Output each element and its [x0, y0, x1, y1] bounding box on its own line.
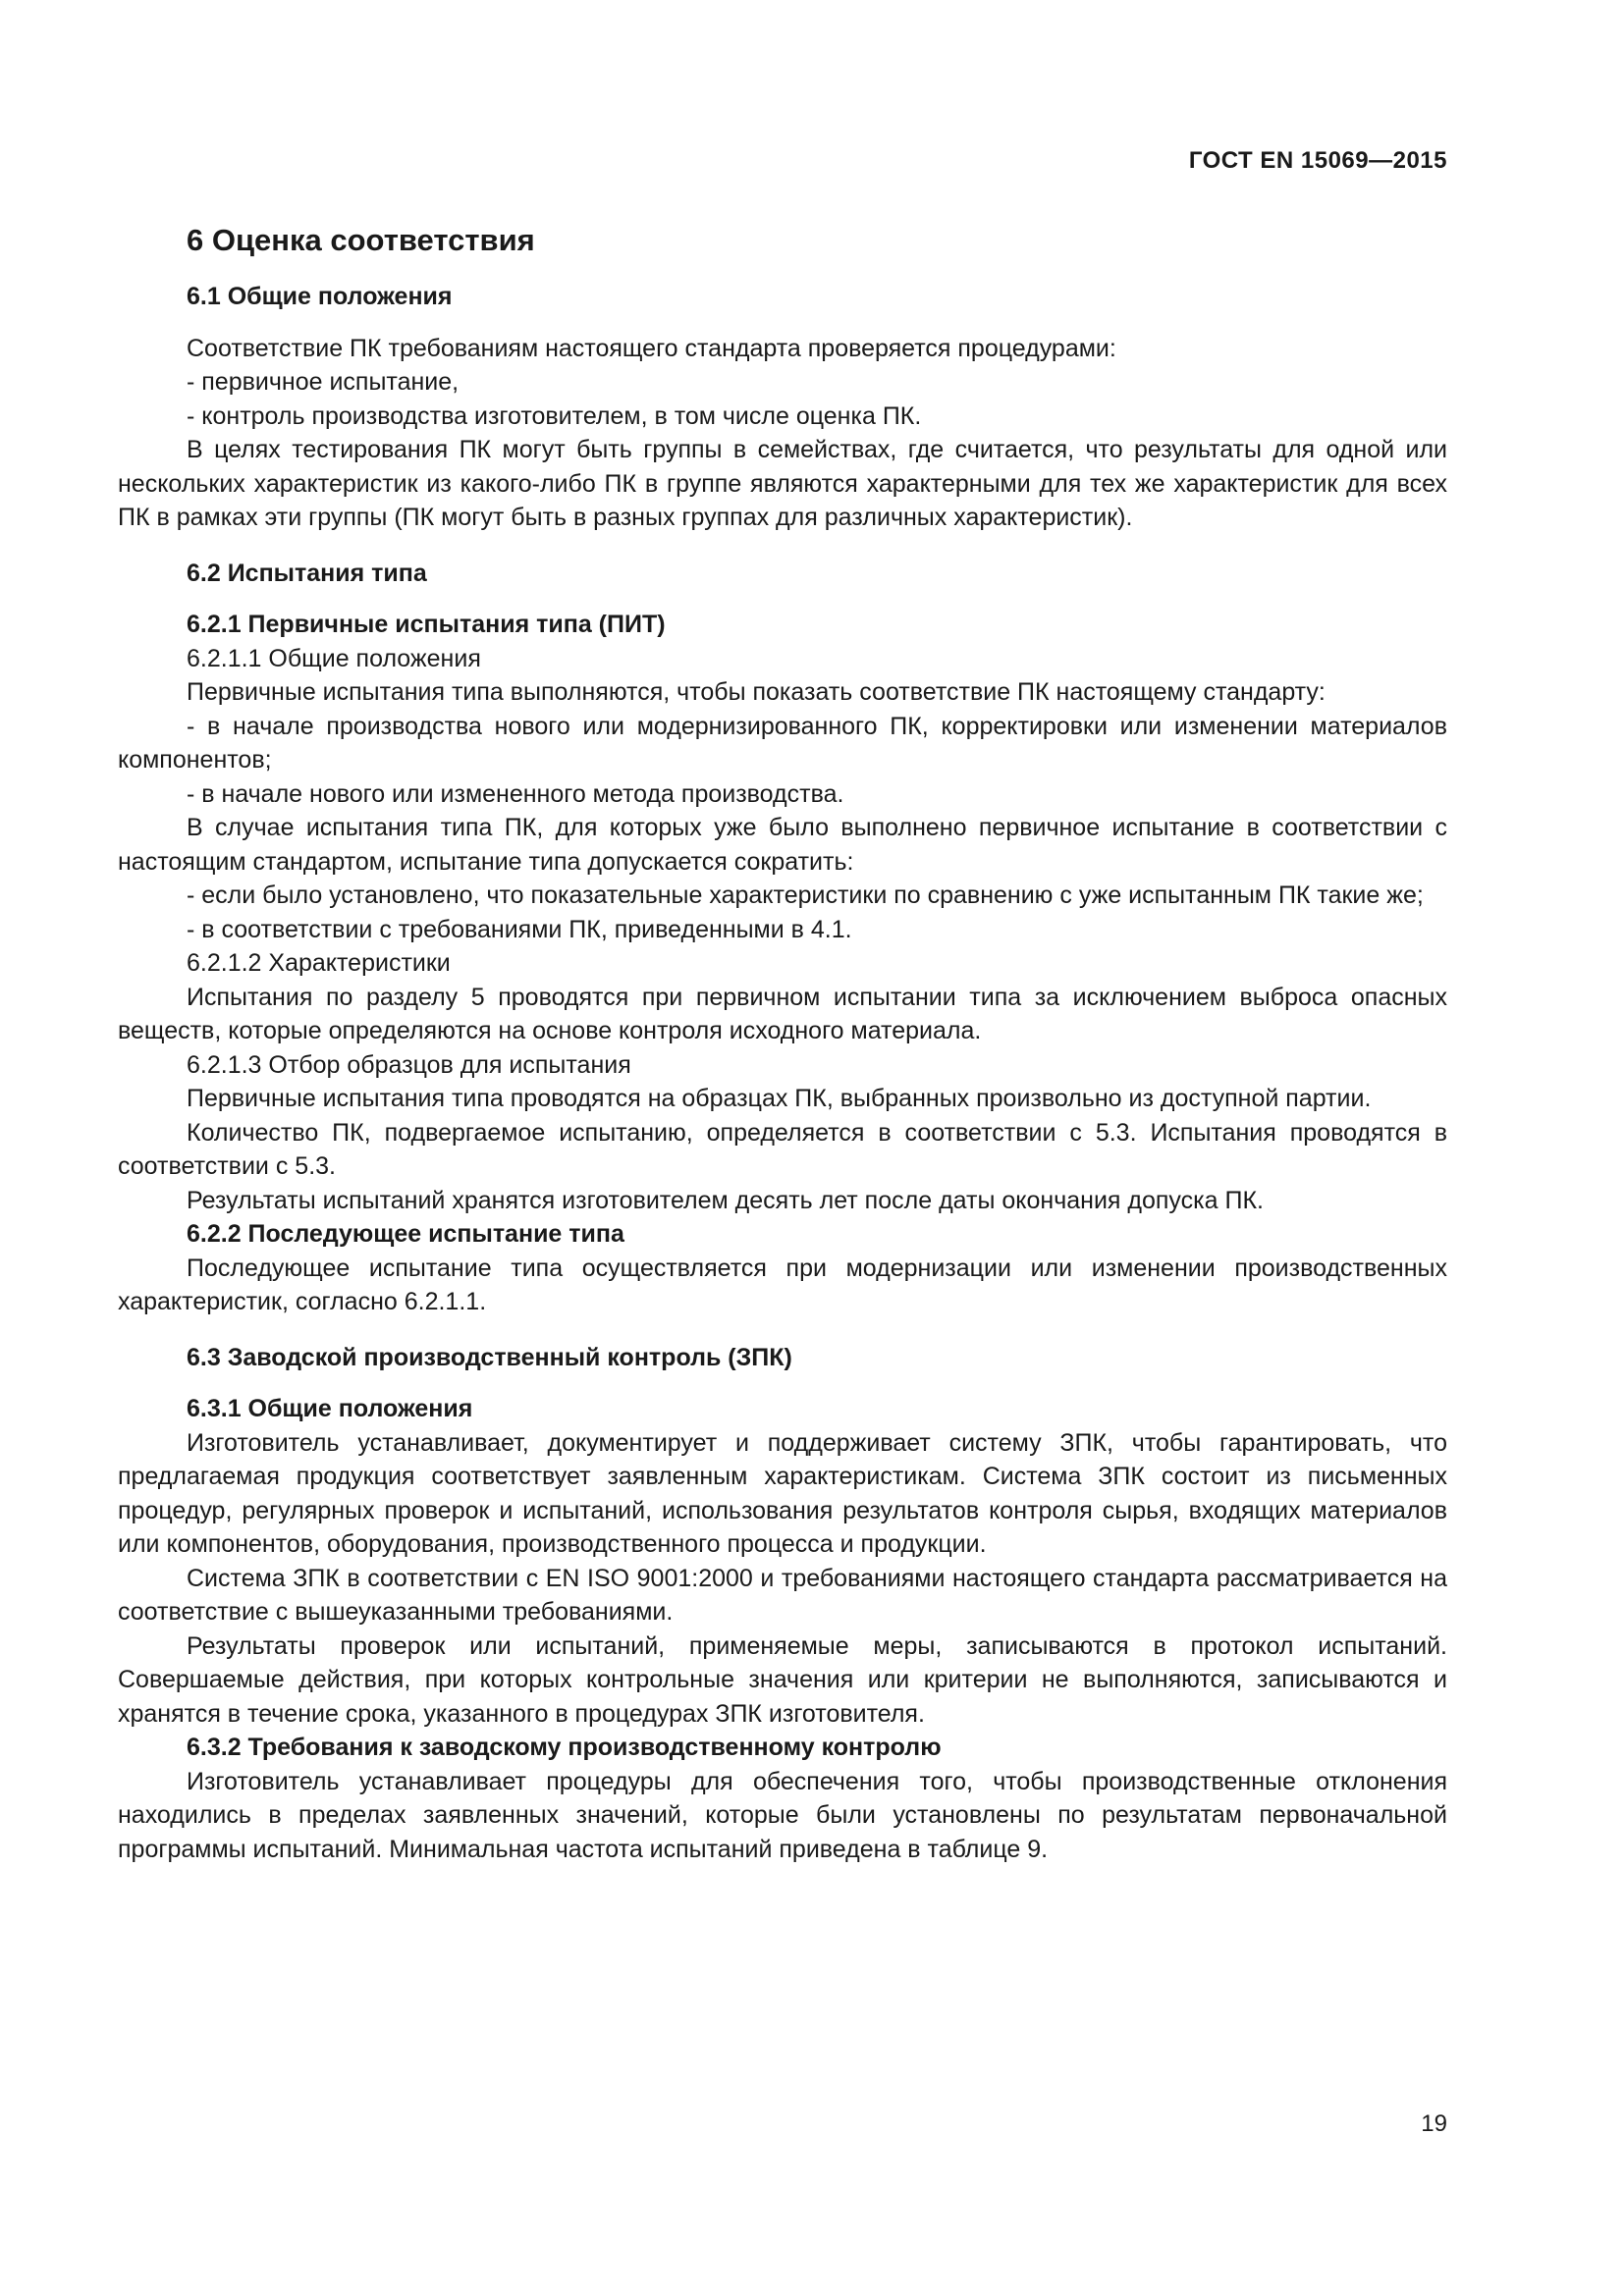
document-code: ГОСТ EN 15069—2015 — [1188, 147, 1447, 174]
subsection-title-6-2-1: 6.2.1 Первичные испытания типа (ПИТ) — [187, 611, 666, 638]
clause-heading: 6.2.1.3 Отбор образцов для испытания — [187, 1050, 631, 1079]
paragraph: Соответствие ПК требованиям настоящего стандарта проверяется процедурами: — [187, 334, 1116, 362]
paragraph: Результаты проверок или испытаний, применяемые меры, записываются в протокол испытаний. Совершаемые действия, при которых контрольные значения или критерии не выполняются, записываются и хранятся в течение срока, указанного в процедурах ЗПК изготовителя. — [118, 1631, 1447, 1728]
paragraph: Последующее испытание типа осуществляется при модернизации или изменении производственных характеристик, согласно 6.2.1.1. — [118, 1254, 1447, 1315]
page-number: 19 — [1421, 2110, 1447, 2137]
clause-heading: 6.2.1.1 Общие положения — [187, 644, 481, 672]
subsection-title-6-3-2: 6.3.2 Требования к заводскому производственному контролю — [187, 1734, 942, 1761]
page-content — [118, 221, 1447, 1866]
paragraph: Первичные испытания типа выполняются, чтобы показать соответствие ПК настоящему стандарту: — [187, 678, 1326, 706]
subsection-title-6-2-2: 6.2.2 Последующее испытание типа — [187, 1220, 624, 1248]
clause-heading: 6.2.1.2 Характеристики — [187, 949, 451, 977]
paragraph: Количество ПК, подвергаемое испытанию, определяется в соответствии с 5.3. Испытания проводятся в соответствии с 5.3. — [118, 1118, 1447, 1180]
paragraph: Изготовитель устанавливает процедуры для обеспечения того, чтобы производственные отклонения находились в пределах заявленных значений, которые были установлены по результатам первоначальной программы испытаний. Минимальная частота испытаний приведена в таблице 9. — [118, 1767, 1447, 1863]
section-title: 6 Оценка соответствия — [187, 223, 535, 257]
list-item: - в начале производства нового или модернизированного ПК, корректировки или изменении материалов компонентов; — [118, 712, 1447, 774]
paragraph: Изготовитель устанавливает, документирует и поддерживает систему ЗПК, чтобы гарантировать, что предлагаемая продукция соответствует заявленным характеристикам. Система ЗПК состоит из письменных процедур, регулярных проверок и испытаний, использования результатов контроля сырья, входящих материалов или компонентов, оборудования, производственного процесса и продукции. — [118, 1428, 1447, 1558]
paragraph: Первичные испытания типа проводятся на образцах ПК, выбранных произвольно из доступной партии. — [187, 1085, 1372, 1112]
subsection-title-6-3-1: 6.3.1 Общие положения — [187, 1395, 473, 1422]
paragraph: Результаты испытаний хранятся изготовителем десять лет после даты окончания допуска ПК. — [187, 1186, 1264, 1214]
list-item: - в соответствии с требованиями ПК, приведенными в 4.1. — [187, 915, 852, 943]
subsection-title-6-3: 6.3 Заводской производственный контроль (ЗПК) — [187, 1343, 792, 1371]
paragraph: В целях тестирования ПК могут быть группы в семействах, где считается, что результаты для одной или нескольких характеристик из какого-либо ПК в группе являются характерными для тех же характеристик для всех ПК в рамках эти группы (ПК могут быть в разных группах для различных характеристик). — [118, 436, 1447, 531]
list-item: - если было установлено, что показательные характеристики по сравнению с уже испытанным ПК такие же; — [187, 881, 1424, 909]
subsection-title-6-2: 6.2 Испытания типа — [187, 559, 427, 587]
paragraph: Испытания по разделу 5 проводятся при первичном испытании типа за исключением выброса опасных веществ, которые определяются на основе контроля исходного материала. — [118, 983, 1447, 1044]
list-item: - первичное испытание, — [187, 368, 460, 396]
paragraph: Система ЗПК в соответствии с EN ISO 9001:2000 и требованиями настоящего стандарта рассматривается на соответствие с вышеуказанными требованиями. — [118, 1564, 1447, 1626]
subsection-title-6-1: 6.1 Общие положения — [187, 283, 453, 310]
list-item: - контроль производства изготовителем, в том числе оценка ПК. — [187, 401, 922, 430]
paragraph: В случае испытания типа ПК, для которых уже было выполнено первичное испытание в соответствии с настоящим стандартом, испытание типа допускается сократить: — [118, 814, 1447, 876]
list-item: - в начале нового или измененного метода производства. — [187, 779, 844, 808]
